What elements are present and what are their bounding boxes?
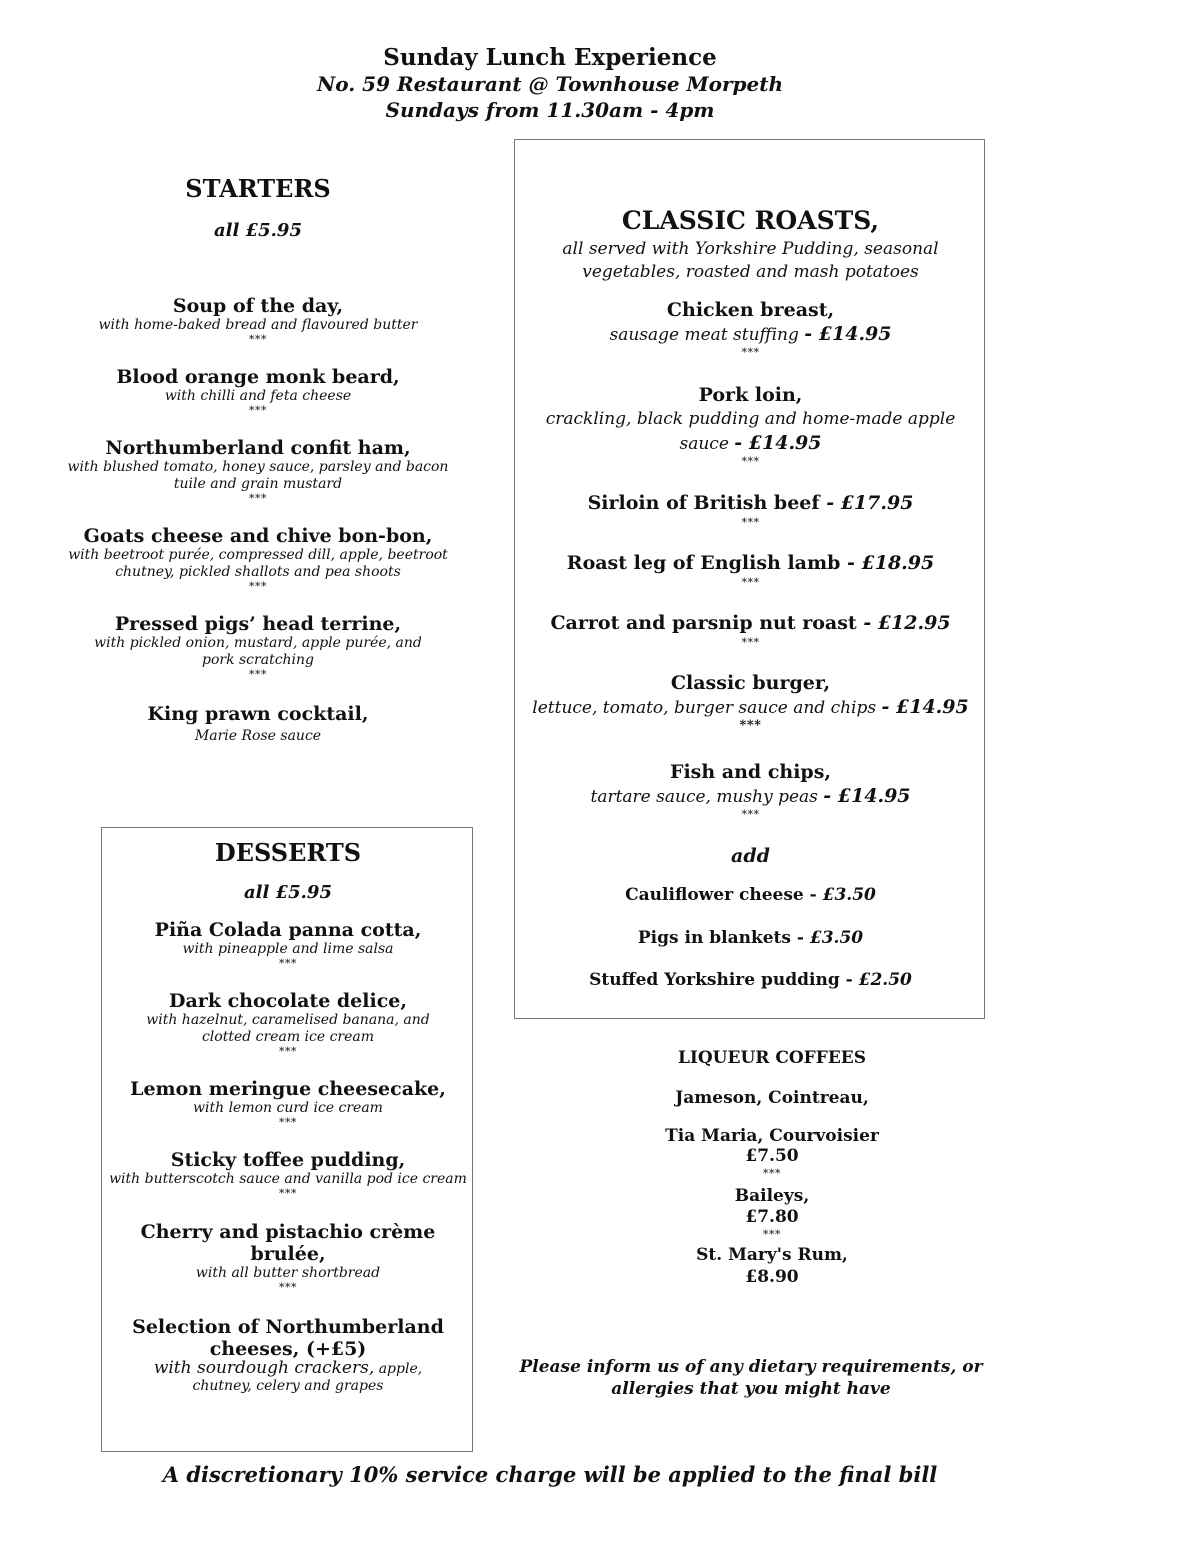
dessert-item: Selection of Northumberland cheeses, (+£5) with sourdough crackers, apple, chutney, celery and grapes [132, 1316, 444, 1394]
roast-item: Fish and chips, tartare sauce, mushy peas - £14.95 *** [590, 761, 911, 821]
opening-hours: Sundays from 11.30am - 4pm [385, 98, 715, 122]
roast-item: Sirloin of British beef - £17.95 *** [587, 492, 914, 529]
desserts-price-note: all £5.95 [244, 882, 332, 903]
roast-item: Carrot and parsnip nut roast - £12.95 *** [550, 612, 951, 649]
liqueur-separator: *** [763, 1228, 781, 1241]
liqueur-price: £8.90 [745, 1267, 799, 1287]
starters-price-note: all £5.95 [214, 220, 302, 241]
menu-title: Sunday Lunch Experience [383, 44, 717, 71]
dessert-item: Dark chocolate delice, with hazelnut, caramelised banana, and clotted cream ice cream *** [146, 990, 430, 1058]
add-item: Pigs in blankets - £3.50 [637, 928, 864, 948]
liqueur-line: Jameson, Cointreau, [675, 1088, 869, 1108]
add-item: Cauliflower cheese - £3.50 [625, 885, 876, 905]
liqueur-separator: *** [763, 1167, 781, 1180]
starter-item: Soup of the day, with home-baked bread and flavoured butter *** [98, 295, 418, 346]
roast-item: Classic burger, lettuce, tomato, burger sauce and chips - £14.95 *** [532, 672, 969, 733]
dessert-item: Sticky toffee pudding, with butterscotch sauce and vanilla pod ice cream *** [109, 1149, 467, 1200]
roasts-subtitle: all served with Yorkshire Pudding, seasonal vegetables, roasted and mash potatoes [562, 239, 939, 282]
starter-item: King prawn cocktail, Marie Rose sauce [147, 703, 369, 744]
liqueur-price: £7.50 [745, 1146, 799, 1166]
liqueur-line: Baileys, [734, 1186, 810, 1206]
roast-item: Roast leg of English lamb - £18.95 *** [566, 552, 935, 589]
desserts-box [101, 827, 473, 1452]
starter-item: Blood orange monk beard, with chilli and feta cheese *** [116, 366, 400, 417]
starters-title: STARTERS [185, 174, 331, 203]
add-item: Stuffed Yorkshire pudding - £2.50 [589, 970, 912, 990]
roast-item: Pork loin, crackling, black pudding and home-made apple sauce - £14.95 *** [545, 384, 956, 468]
roast-item: Chicken breast, sausage meat stuffing - £14.95 *** [609, 299, 892, 359]
service-charge-note: A discretionary 10% service charge will be applied to the final bill [162, 1462, 938, 1487]
roasts-title: CLASSIC ROASTS, [621, 206, 880, 235]
add-label: add [731, 845, 770, 867]
starter-item: Pressed pigs’ head terrine, with pickled onion, mustard, apple purée, and pork scratching *** [94, 613, 422, 681]
starter-item: Northumberland confit ham, with blushed tomato, honey sauce, parsley and bacon tuile and grain mustard *** [67, 437, 449, 505]
liqueur-price: £7.80 [745, 1207, 799, 1227]
dessert-item: Lemon meringue cheesecake, with lemon curd ice cream *** [130, 1078, 446, 1129]
dessert-item: Cherry and pistachio crème brulée, with all butter shortbread *** [140, 1221, 436, 1294]
liqueur-title: LIQUEUR COFFEES [677, 1048, 867, 1068]
liqueur-line: Tia Maria, Courvoisier [665, 1126, 879, 1146]
venue-name: No. 59 Restaurant @ Townhouse Morpeth [316, 72, 784, 96]
dietary-note: Please inform us of any dietary requirements, or allergies that you might have [519, 1357, 983, 1399]
dessert-item: Piña Colada panna cotta, with pineapple and lime salsa *** [154, 919, 422, 970]
roasts-box [514, 139, 985, 1019]
liqueur-line: St. Mary's Rum, [696, 1245, 848, 1265]
starter-item: Goats cheese and chive bon-bon, with beetroot purée, compressed dill, apple, beetroot chutney, pickled shallots and pea shoots *** [68, 525, 448, 593]
desserts-title: DESSERTS [214, 838, 362, 867]
